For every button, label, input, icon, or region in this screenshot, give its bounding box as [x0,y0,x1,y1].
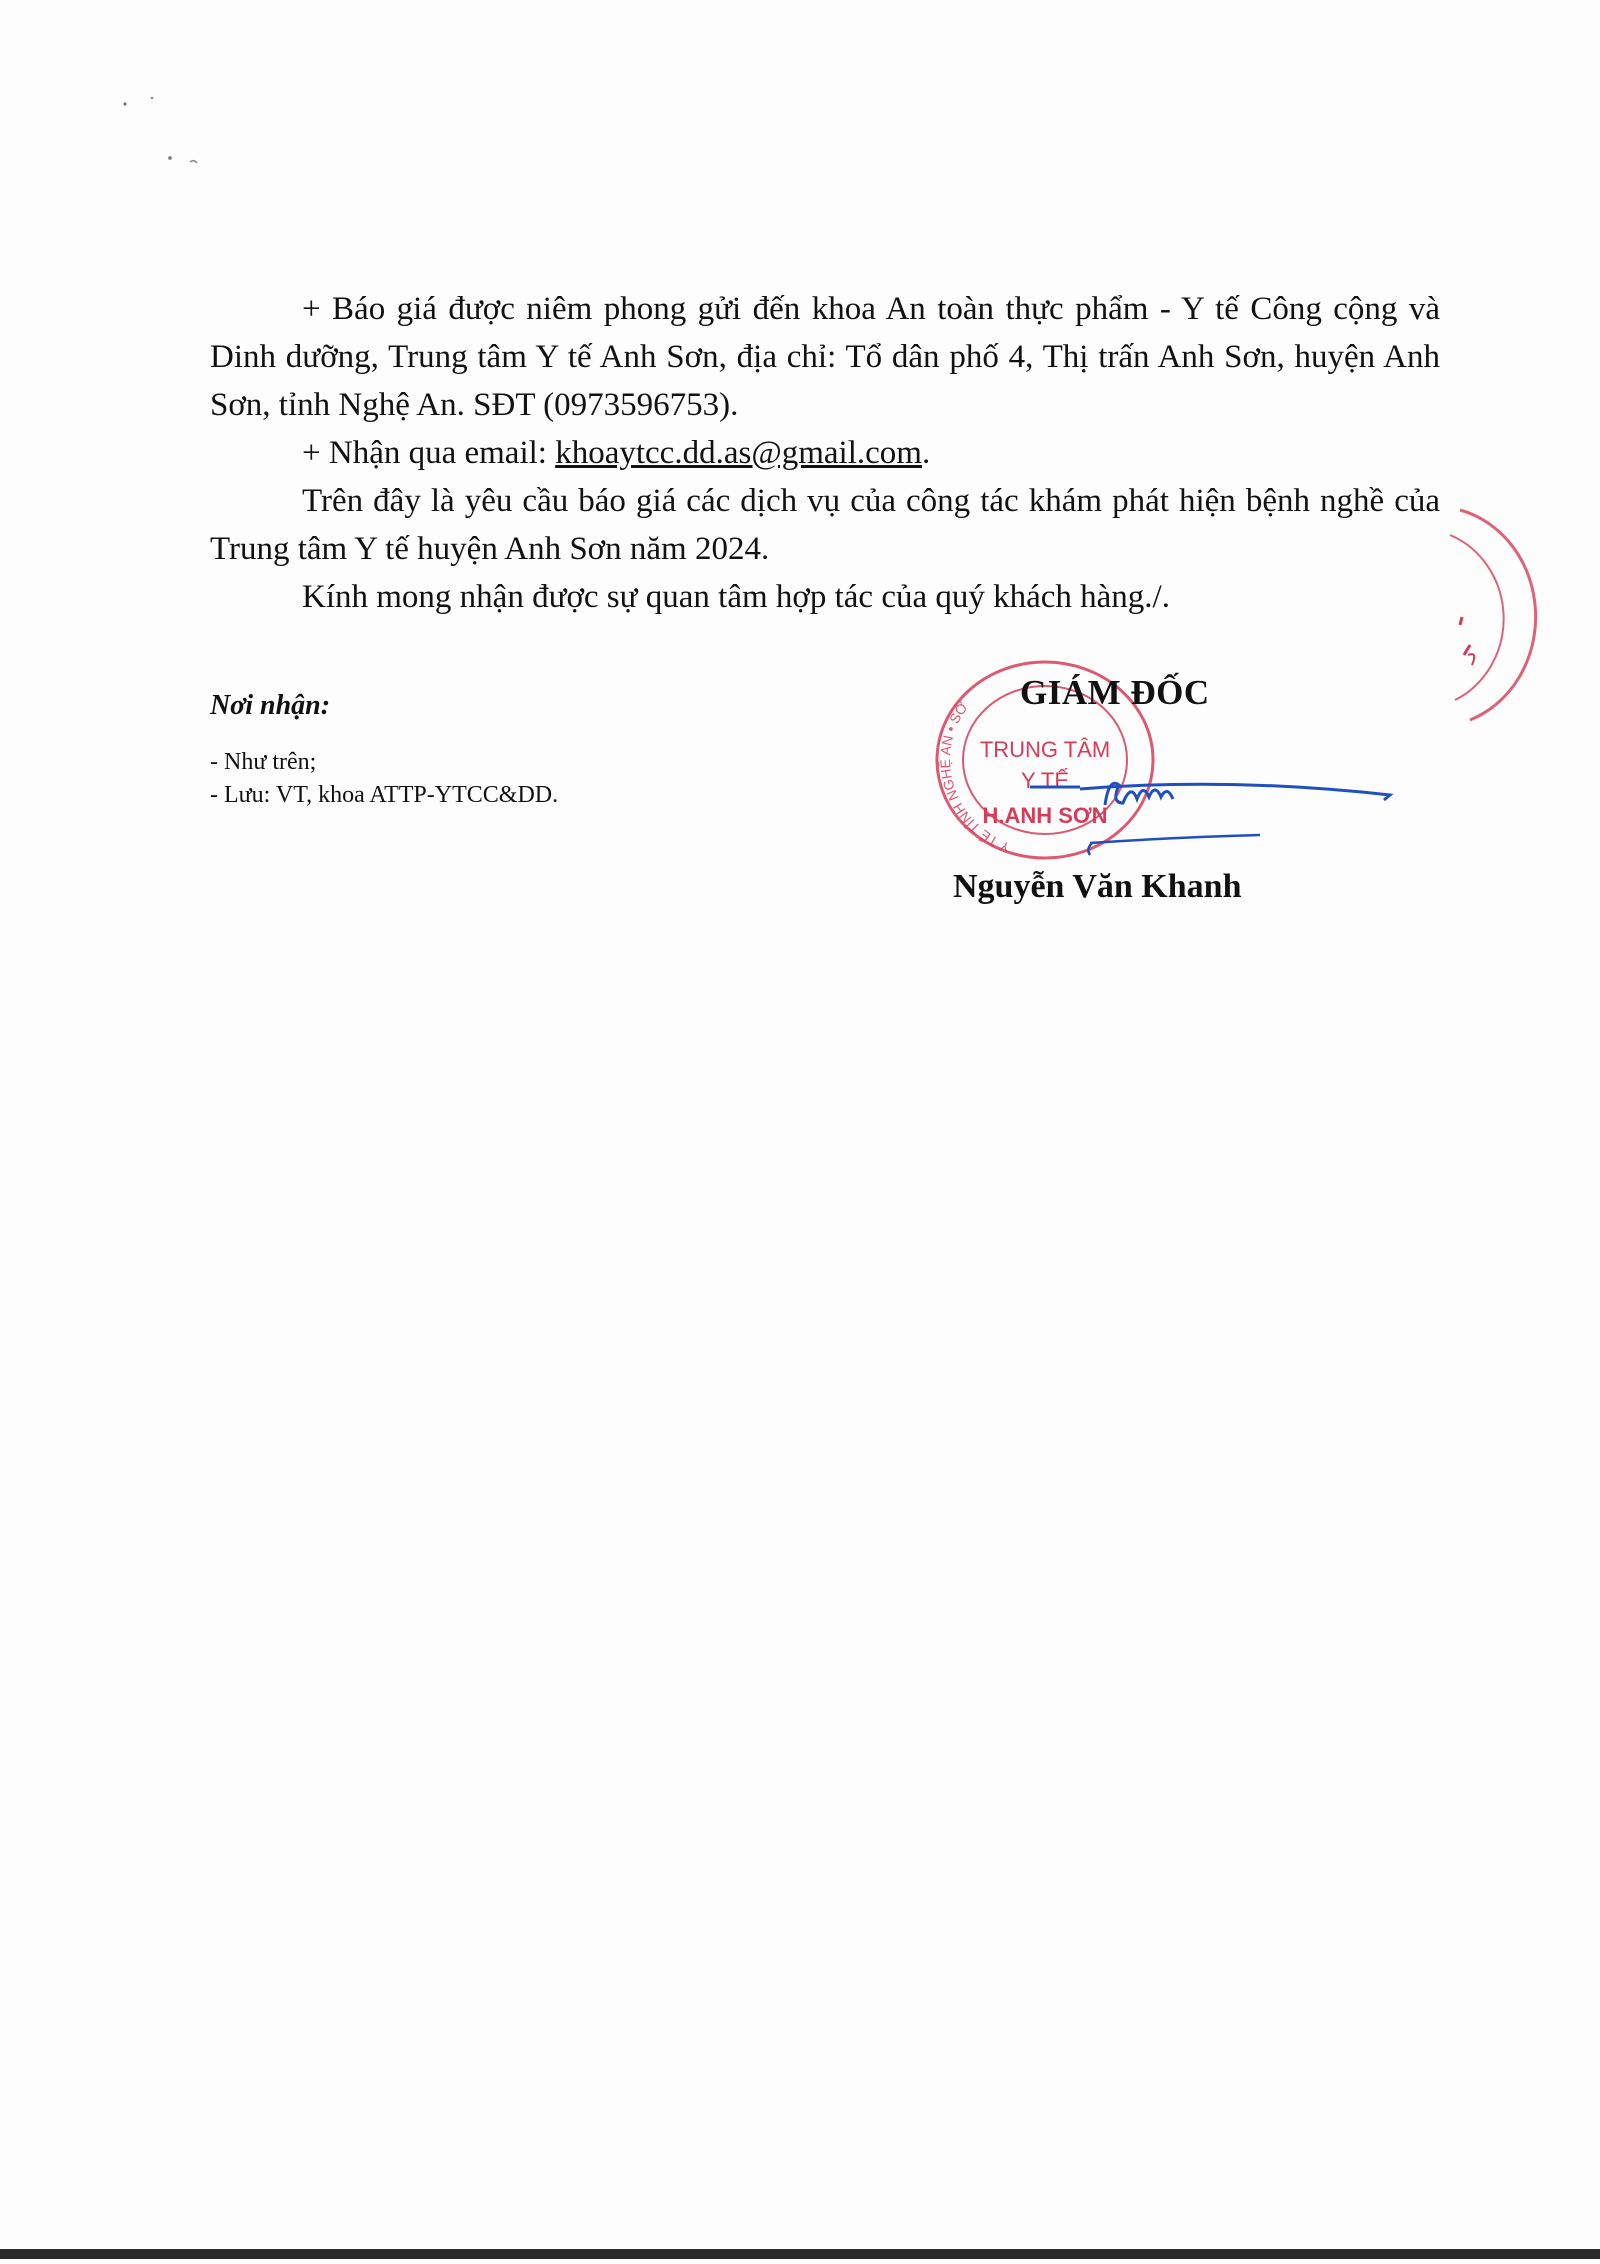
email-suffix: . [921,435,931,471]
email-link[interactable]: khoaytcc.dd.as@gmail.com [555,435,922,471]
stamp-line-3: H.ANH SƠN [982,803,1108,828]
stamp-line-2: Y TẾ [1020,768,1070,793]
scan-specks [110,90,210,180]
email-prefix: + Nhận qua email: [302,435,556,471]
stamp-ring-text: Y TẾ TỈNH NGHỆ AN • SỞ [936,699,1013,857]
signer-name: Nguyễn Văn Khanh [953,868,1242,905]
handwritten-signature [1010,765,1400,875]
recipients-heading: Nơi nhận: [210,690,331,721]
recipients-block [210,690,558,812]
recipient-line: - Như trên; [210,749,317,775]
margin-seal-fragment [1440,505,1560,725]
recipient-line: - Lưu: VT, khoa ATTP-YTCC&DD. [210,782,559,808]
signer-title: GIÁM ĐỐC [1020,673,1210,712]
summary-paragraph: Trên đây là yêu cầu báo giá các dịch vụ của công tác khám phát hiện bệnh nghề của Trung tâm Y tế huyện Anh Sơn năm 2024. [210,483,1440,567]
bottom-scan-edge [0,2246,1600,2259]
email-paragraph [210,429,1440,477]
closing-paragraph: Kính mong nhận được sự quan tâm hợp tác của quý khách hàng./. [302,579,1170,615]
stamp-line-1: TRUNG TÂM [979,737,1111,762]
sealed-quote-paragraph: + Báo giá được niêm phong gửi đến khoa An toàn thực phẩm - Y tế Công cộng và Dinh dưỡng, Trung tâm Y tế Anh Sơn, địa chỉ: Tổ dân phố 4, Thị trấn Anh Sơn, huyện Anh Sơn, tỉnh Nghệ An. SĐT (0973596753). [210,291,1440,423]
